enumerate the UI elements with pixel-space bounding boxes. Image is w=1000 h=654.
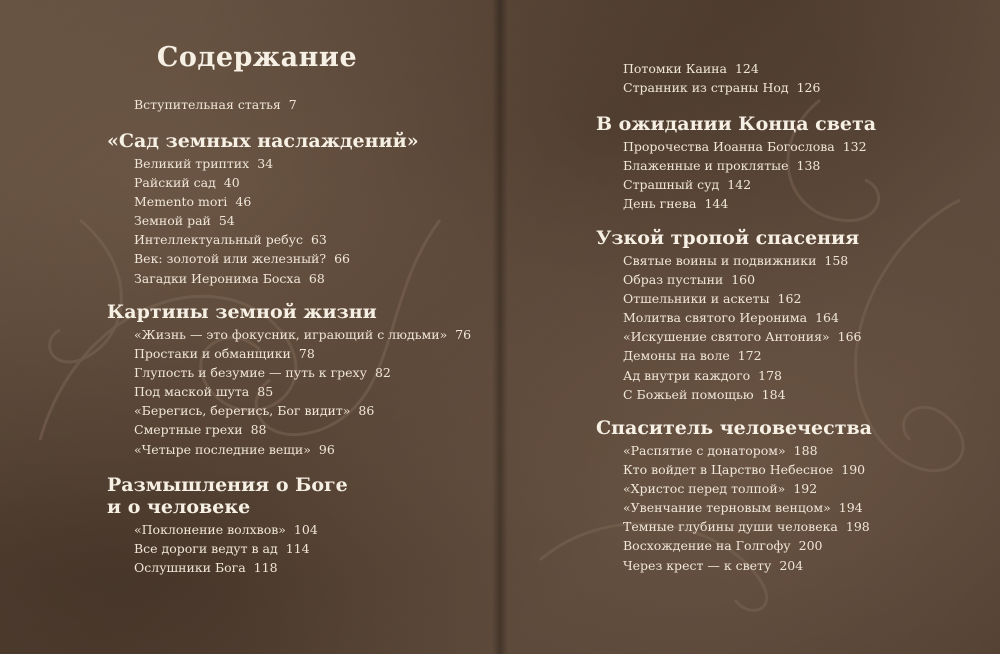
entry-label: «Поклонение волхвов»	[134, 522, 286, 537]
entry-page: 76	[455, 327, 472, 342]
entry-page: 114	[285, 541, 310, 557]
entry-page: 132	[842, 139, 867, 154]
entry-label: Земной рай	[134, 213, 211, 229]
entry-label: Memento mori	[134, 194, 228, 210]
entry-label: День гнева	[623, 196, 697, 212]
entry-label: Ад внутри каждого	[623, 367, 751, 383]
toc-entry[interactable]	[134, 363, 471, 382]
entry-page: 46	[235, 194, 252, 210]
toc-entry[interactable]	[134, 344, 471, 363]
entry-label: Загадки Иеронима Босха	[134, 270, 301, 286]
section-title: Размышления о Боге и о человеке	[107, 474, 348, 518]
toc-entry[interactable]	[623, 517, 872, 536]
intro-section	[107, 95, 297, 114]
entry-label: «Жизнь — это фокусник, играющий с людьми»	[134, 327, 448, 342]
entry-label: Отшельники и аскеты	[623, 291, 770, 307]
entry-label: «Увенчание терновым венцом»	[623, 500, 831, 516]
right-page	[505, 0, 1000, 654]
entry-label: Глупость и безумие — путь к греху	[134, 365, 367, 381]
entry-label: Через крест — к свету	[623, 557, 772, 573]
section-title: Узкой тропой спасения	[596, 227, 860, 249]
toc-entry-intro[interactable]	[134, 95, 297, 114]
section-title: Картины земной жизни	[107, 301, 377, 323]
entry-page: 68	[308, 270, 325, 286]
left-page	[0, 0, 495, 654]
entry-page: 198	[845, 519, 870, 535]
entry-label: «Берегись, берегись, Бог видит»	[134, 403, 351, 419]
entry-page: 88	[250, 422, 267, 438]
page-title: Содержание	[156, 42, 358, 73]
entry-page: 96	[318, 441, 335, 457]
toc-entry[interactable]	[134, 211, 419, 230]
entry-page: 190	[841, 462, 866, 478]
toc-continued-entries	[596, 59, 820, 97]
entry-label: Странник из страны Нод	[623, 80, 789, 96]
entry-label: Темные глубины души человека	[623, 519, 838, 535]
entry-label: Демоны на воле	[623, 348, 730, 364]
entry-label: Блаженные и проклятые	[623, 158, 789, 174]
toc-entry[interactable]	[134, 230, 419, 249]
entry-label: Под маской шута	[134, 384, 250, 400]
entry-page: 54	[218, 213, 235, 229]
entry-page: 200	[798, 538, 823, 554]
entry-page: 158	[824, 253, 849, 268]
entry-page: 138	[796, 158, 821, 174]
entry-label: «Христос перед толпой»	[623, 481, 786, 497]
entry-label: Великий триптих	[134, 156, 250, 171]
entry-page: 142	[727, 177, 752, 193]
entry-label: Святые воины и подвижники	[623, 253, 817, 268]
entry-page: 188	[793, 443, 818, 458]
entry-label: Вступительная статья	[134, 97, 281, 112]
entry-page: 40	[223, 175, 240, 191]
entry-label: Интеллектуальный ребус	[134, 232, 303, 248]
entry-label: «Распятие с донатором»	[623, 443, 786, 458]
toc-entry[interactable]	[134, 440, 471, 459]
toc-entry[interactable]	[134, 401, 471, 420]
toc-entry[interactable]	[134, 420, 471, 439]
toc-entry[interactable]	[623, 308, 861, 327]
section-title: В ожидании Конца света	[596, 113, 877, 135]
toc-entry[interactable]	[134, 325, 471, 344]
entry-page: 7	[288, 97, 297, 112]
entry-page: 118	[253, 560, 278, 576]
toc-section-reflections	[107, 474, 348, 577]
toc-entry[interactable]	[623, 536, 872, 555]
toc-entry[interactable]	[623, 479, 872, 498]
entry-label: Страшный суд	[623, 177, 720, 193]
entry-page: 192	[793, 481, 818, 497]
toc-entry[interactable]	[623, 556, 872, 575]
entry-page: 184	[761, 386, 786, 402]
entry-label: «Четыре последние вещи»	[134, 441, 311, 457]
entry-label: Кто войдет в Царство Небесное	[623, 462, 834, 478]
entry-label: Век: золотой или железный?	[134, 251, 327, 267]
entry-page: 178	[758, 367, 783, 383]
entry-label: Пророчества Иоанна Богослова	[623, 139, 835, 154]
entry-page: 85	[257, 384, 274, 400]
toc-entry[interactable]	[623, 156, 876, 175]
toc-entry[interactable]	[623, 441, 872, 460]
entry-page: 166	[837, 329, 862, 345]
entry-label: Все дороги ведут в ад	[134, 541, 278, 557]
entry-label: Восхождение на Голгофу	[623, 538, 791, 554]
toc-entry[interactable]	[134, 382, 471, 401]
toc-entry[interactable]	[623, 346, 861, 365]
toc-section-garden	[107, 130, 419, 288]
entry-page: 66	[334, 251, 350, 267]
entry-label: Молитва святого Иеронима	[623, 310, 808, 326]
toc-entry[interactable]	[623, 194, 876, 213]
toc-entry[interactable]	[623, 137, 876, 156]
toc-section-earthly-life	[107, 301, 471, 459]
entry-page: 144	[704, 196, 729, 212]
section-title: «Сад земных наслаждений»	[107, 130, 419, 152]
entry-label: Простаки и обманщики	[134, 346, 291, 362]
entry-page: 204	[779, 557, 804, 573]
entry-label: Райский сад	[134, 175, 216, 191]
entry-page: 126	[796, 80, 821, 96]
toc-section-end-of-world	[596, 113, 876, 213]
toc-entry[interactable]	[134, 249, 419, 268]
entry-page: 63	[310, 232, 327, 248]
entry-label: Ослушники Бога	[134, 560, 246, 576]
toc-entry[interactable]	[623, 59, 820, 78]
entry-page: 194	[838, 500, 863, 516]
entry-label: Потомки Каина	[623, 61, 727, 76]
toc-entry[interactable]	[623, 270, 861, 289]
entry-page: 34	[257, 156, 274, 171]
entry-page: 124	[734, 61, 759, 76]
entry-page: 160	[731, 272, 756, 288]
toc-entry[interactable]	[134, 192, 419, 211]
toc-section-savior	[596, 417, 872, 575]
entry-label: С Божьей помощью	[623, 386, 754, 402]
toc-section-narrow-path	[596, 227, 861, 404]
toc-entry[interactable]	[623, 327, 861, 346]
toc-entry[interactable]	[623, 498, 872, 517]
toc-entry[interactable]	[134, 539, 348, 558]
entry-page: 164	[815, 310, 839, 326]
entry-page: 78	[298, 346, 315, 362]
entry-label: «Искушение святого Антония»	[623, 329, 830, 345]
entry-page: 82	[374, 365, 391, 381]
section-title: Спаситель человечества	[596, 417, 872, 439]
entry-page: 172	[737, 348, 762, 364]
toc-entry[interactable]	[623, 289, 861, 308]
toc-entry[interactable]	[134, 154, 419, 173]
toc-entry[interactable]	[623, 175, 876, 194]
entry-label: Смертные грехи	[134, 422, 243, 438]
toc-entry[interactable]	[134, 520, 348, 539]
toc-entry[interactable]	[623, 251, 861, 270]
entry-page: 162	[777, 291, 802, 307]
toc-entry[interactable]	[623, 385, 861, 404]
toc-entry[interactable]	[134, 173, 419, 192]
entry-page: 86	[358, 403, 375, 419]
entry-label: Образ пустыни	[623, 272, 724, 288]
toc-entry[interactable]	[623, 366, 861, 385]
toc-entry[interactable]	[623, 78, 820, 97]
entry-page: 104	[293, 522, 318, 537]
toc-entry[interactable]	[134, 558, 348, 577]
toc-entry[interactable]	[134, 269, 419, 288]
toc-entry[interactable]	[623, 460, 872, 479]
